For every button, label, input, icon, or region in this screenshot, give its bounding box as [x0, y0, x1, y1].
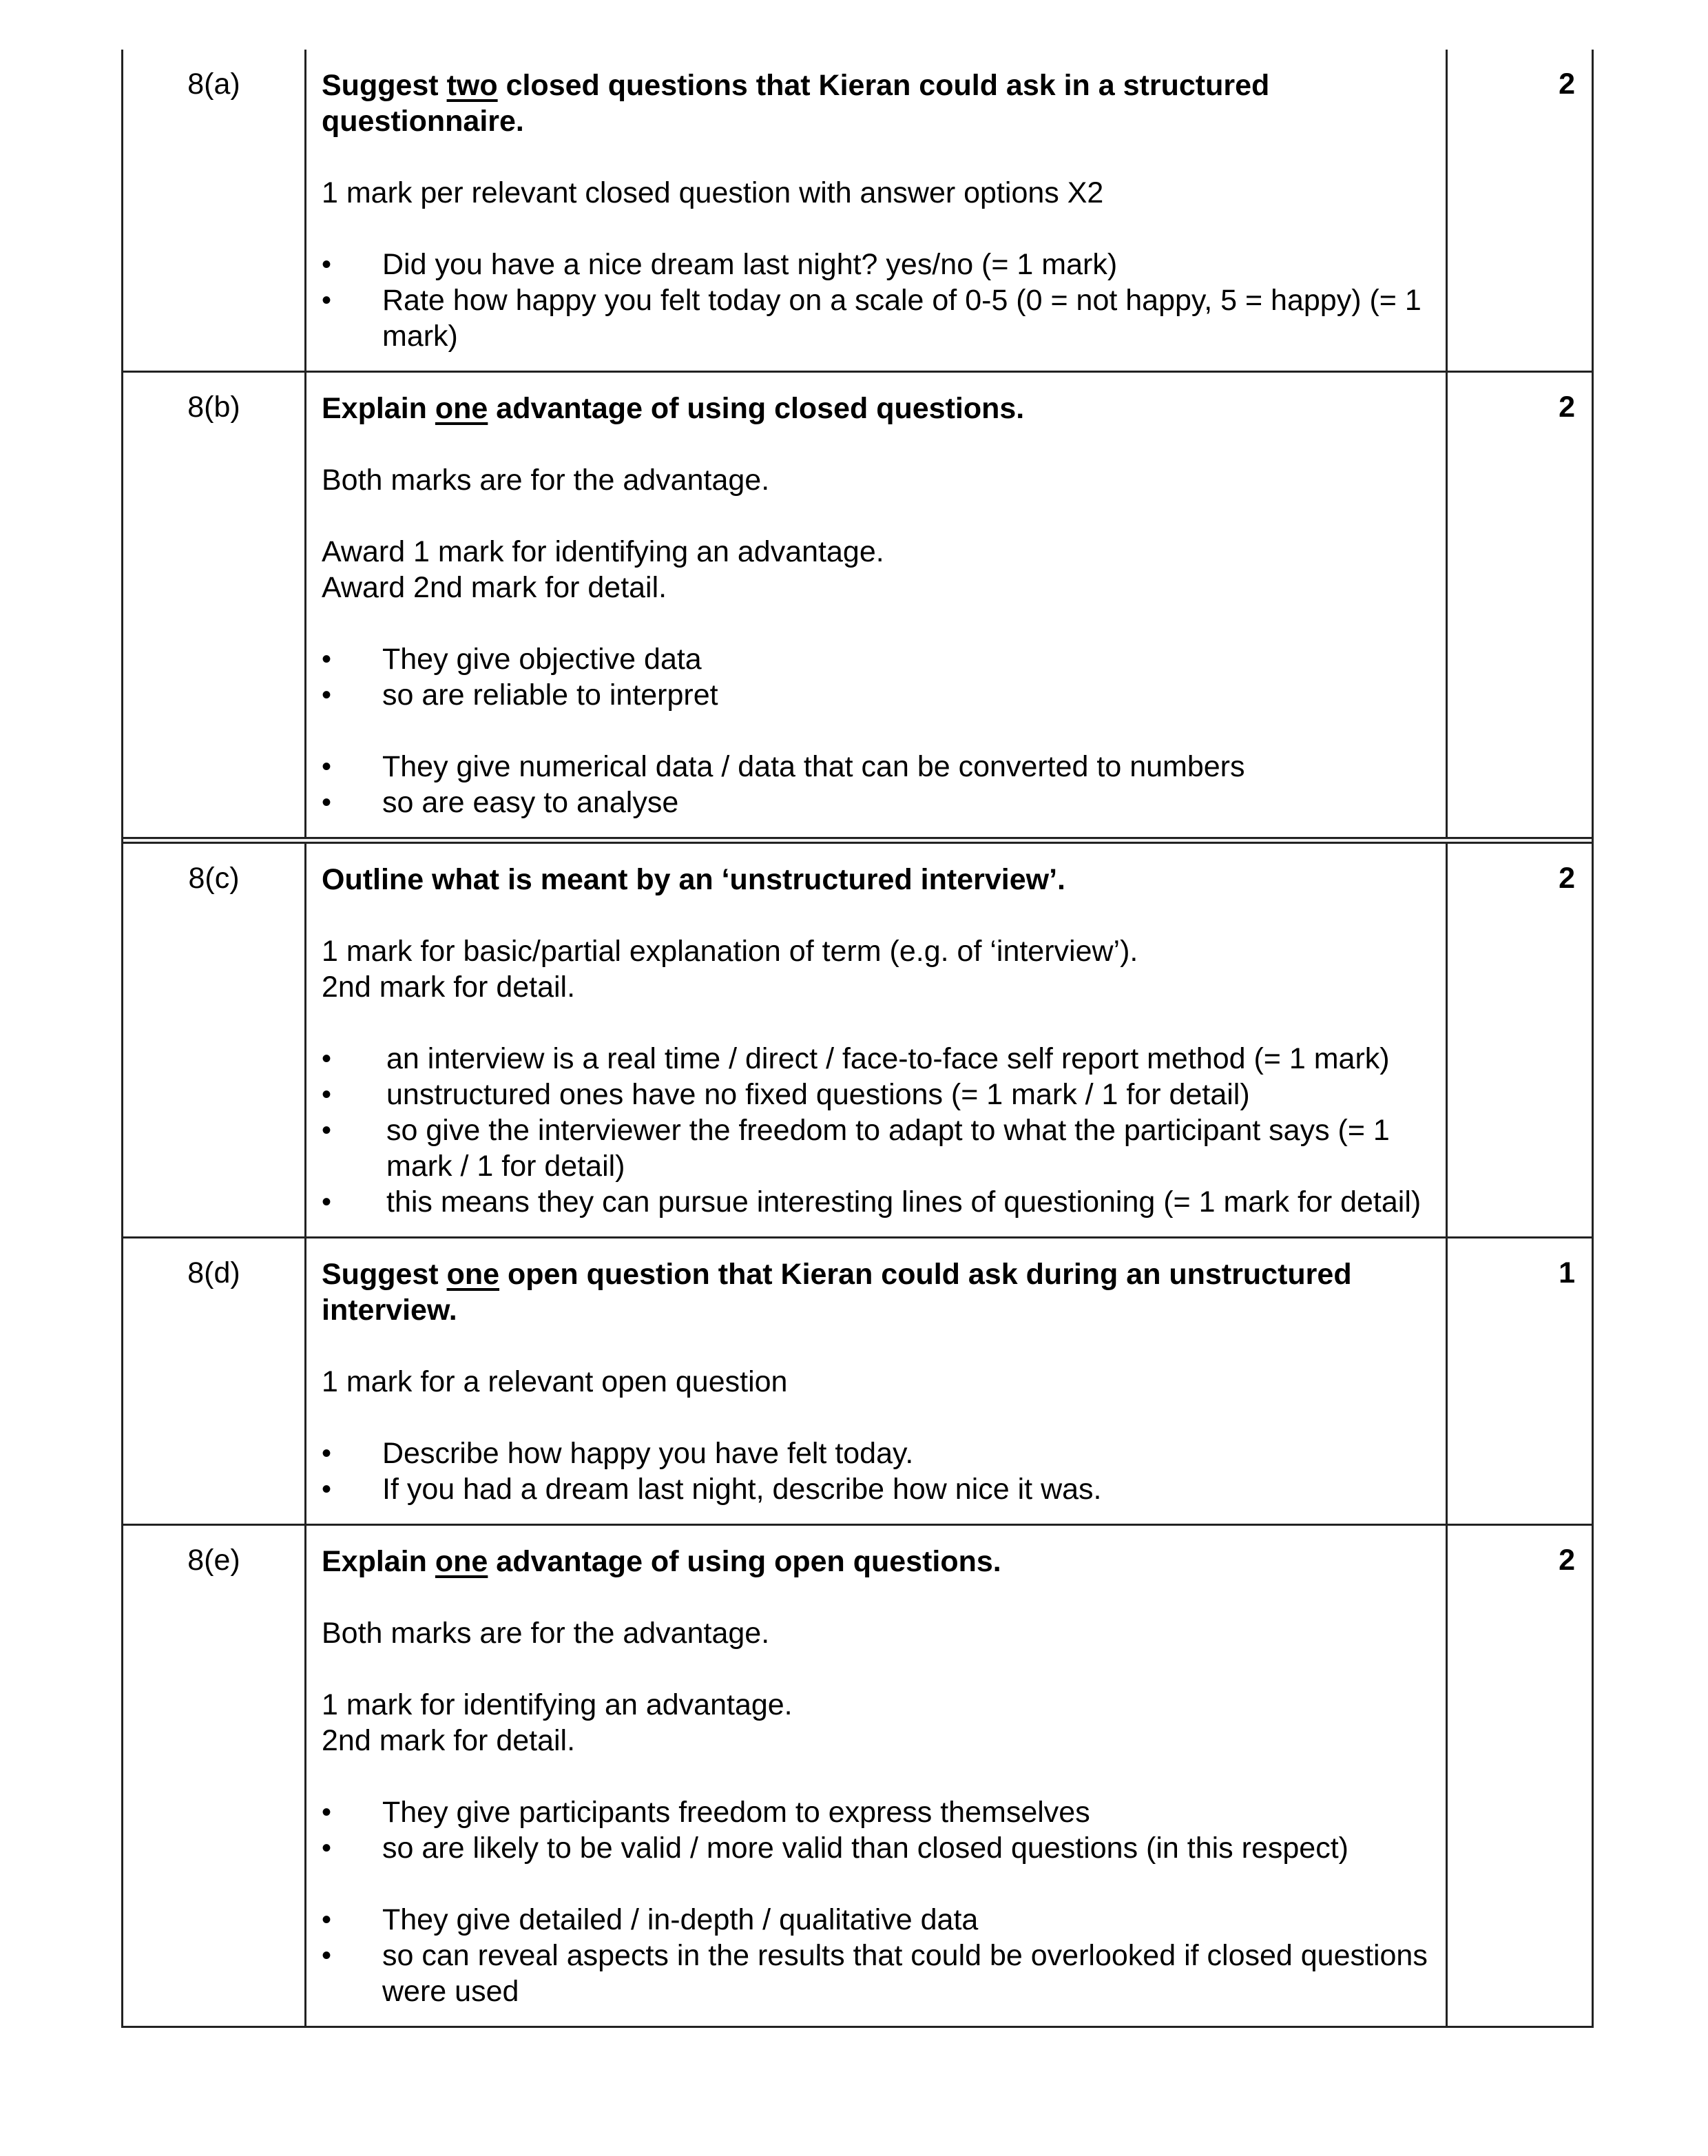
list-item: • unstructured ones have no fixed questions (= 1 mark / 1 for detail) — [322, 1077, 1430, 1112]
marks-value: 2 — [1559, 1544, 1575, 1577]
question-number: 8(d) — [123, 1238, 306, 1524]
list-item: • They give detailed / in-depth / qualitative data — [322, 1902, 1430, 1938]
bullet-list — [322, 1794, 1430, 1866]
table-row — [123, 371, 1592, 837]
guidance-text: 1 mark for identifying an advantage. — [322, 1688, 793, 1721]
answer-cell — [306, 1526, 1448, 2026]
bullet-list — [322, 1902, 1430, 2009]
question-title: Suggest two closed questions that Kieran could ask in a structured questionnaire. — [322, 69, 1270, 138]
table-row — [123, 50, 1592, 371]
list-item: • so are likely to be valid / more valid than closed questions (in this respect) — [322, 1830, 1430, 1866]
guidance-text: 1 mark for basic/partial explanation of term (e.g. of ‘interview’). — [322, 935, 1138, 968]
guidance-text: 1 mark for a relevant open question — [322, 1365, 788, 1398]
guidance-text: 2nd mark for detail. — [322, 971, 576, 1004]
list-item: • Describe how happy you have felt today. — [322, 1435, 1430, 1471]
mark-scheme-table — [121, 50, 1594, 2028]
marks-value: 2 — [1559, 862, 1575, 895]
question-number: 8(a) — [123, 50, 306, 371]
guidance-text: Award 1 mark for identifying an advantage. — [322, 535, 884, 568]
bullet-list — [322, 749, 1430, 820]
guidance-text: 2nd mark for detail. — [322, 1724, 576, 1757]
question-title: Outline what is meant by an ‘unstructured interview’. — [322, 863, 1065, 896]
answer-cell — [306, 50, 1448, 371]
list-item: • They give participants freedom to express themselves — [322, 1794, 1430, 1830]
table-row — [123, 844, 1592, 1236]
marks-value: 1 — [1559, 1256, 1575, 1289]
bullet-list — [322, 247, 1430, 354]
marks-value: 2 — [1559, 391, 1575, 424]
question-number: 8(b) — [123, 373, 306, 837]
guidance-text: Both marks are for the advantage. — [322, 464, 770, 497]
bullet-list — [322, 1435, 1430, 1507]
table-row — [123, 1236, 1592, 1524]
question-title: Explain one advantage of using open questions. — [322, 1545, 1001, 1578]
answer-cell — [306, 844, 1448, 1236]
list-item: • an interview is a real time / direct / face-to-face self report method (= 1 mark) — [322, 1041, 1430, 1077]
guidance-text: Both marks are for the advantage. — [322, 1617, 770, 1650]
guidance-text: 1 mark per relevant closed question with answer options X2 — [322, 176, 1104, 209]
question-title: Suggest one open question that Kieran could ask during an unstructured interview. — [322, 1258, 1352, 1327]
page-break-divider — [123, 837, 1592, 844]
question-number: 8(e) — [123, 1526, 306, 2026]
list-item: • so are reliable to interpret — [322, 677, 1430, 713]
list-item: • so give the interviewer the freedom to adapt to what the participant says (= 1 mark / 1 for detail) — [322, 1112, 1430, 1184]
list-item: • They give objective data — [322, 641, 1430, 677]
marks-value: 2 — [1559, 68, 1575, 101]
answer-cell — [306, 373, 1448, 837]
list-item: • If you had a dream last night, describe how nice it was. — [322, 1471, 1430, 1507]
bullet-list — [322, 1041, 1430, 1220]
list-item: • so are easy to analyse — [322, 785, 1430, 820]
question-title: Explain one advantage of using closed questions. — [322, 392, 1025, 425]
bullet-list — [322, 641, 1430, 713]
answer-cell — [306, 1238, 1448, 1524]
list-item: • Rate how happy you felt today on a scale of 0-5 (0 = not happy, 5 = happy) (= 1 mark) — [322, 282, 1430, 354]
list-item: • They give numerical data / data that can be converted to numbers — [322, 749, 1430, 785]
list-item: • Did you have a nice dream last night? yes/no (= 1 mark) — [322, 247, 1430, 282]
list-item: • so can reveal aspects in the results that could be overlooked if closed questions were used — [322, 1938, 1430, 2009]
list-item: • this means they can pursue interesting lines of questioning (= 1 mark for detail) — [322, 1184, 1430, 1220]
table-row — [123, 1524, 1592, 2026]
guidance-text: Award 2nd mark for detail. — [322, 571, 667, 604]
question-number: 8(c) — [123, 844, 306, 1236]
